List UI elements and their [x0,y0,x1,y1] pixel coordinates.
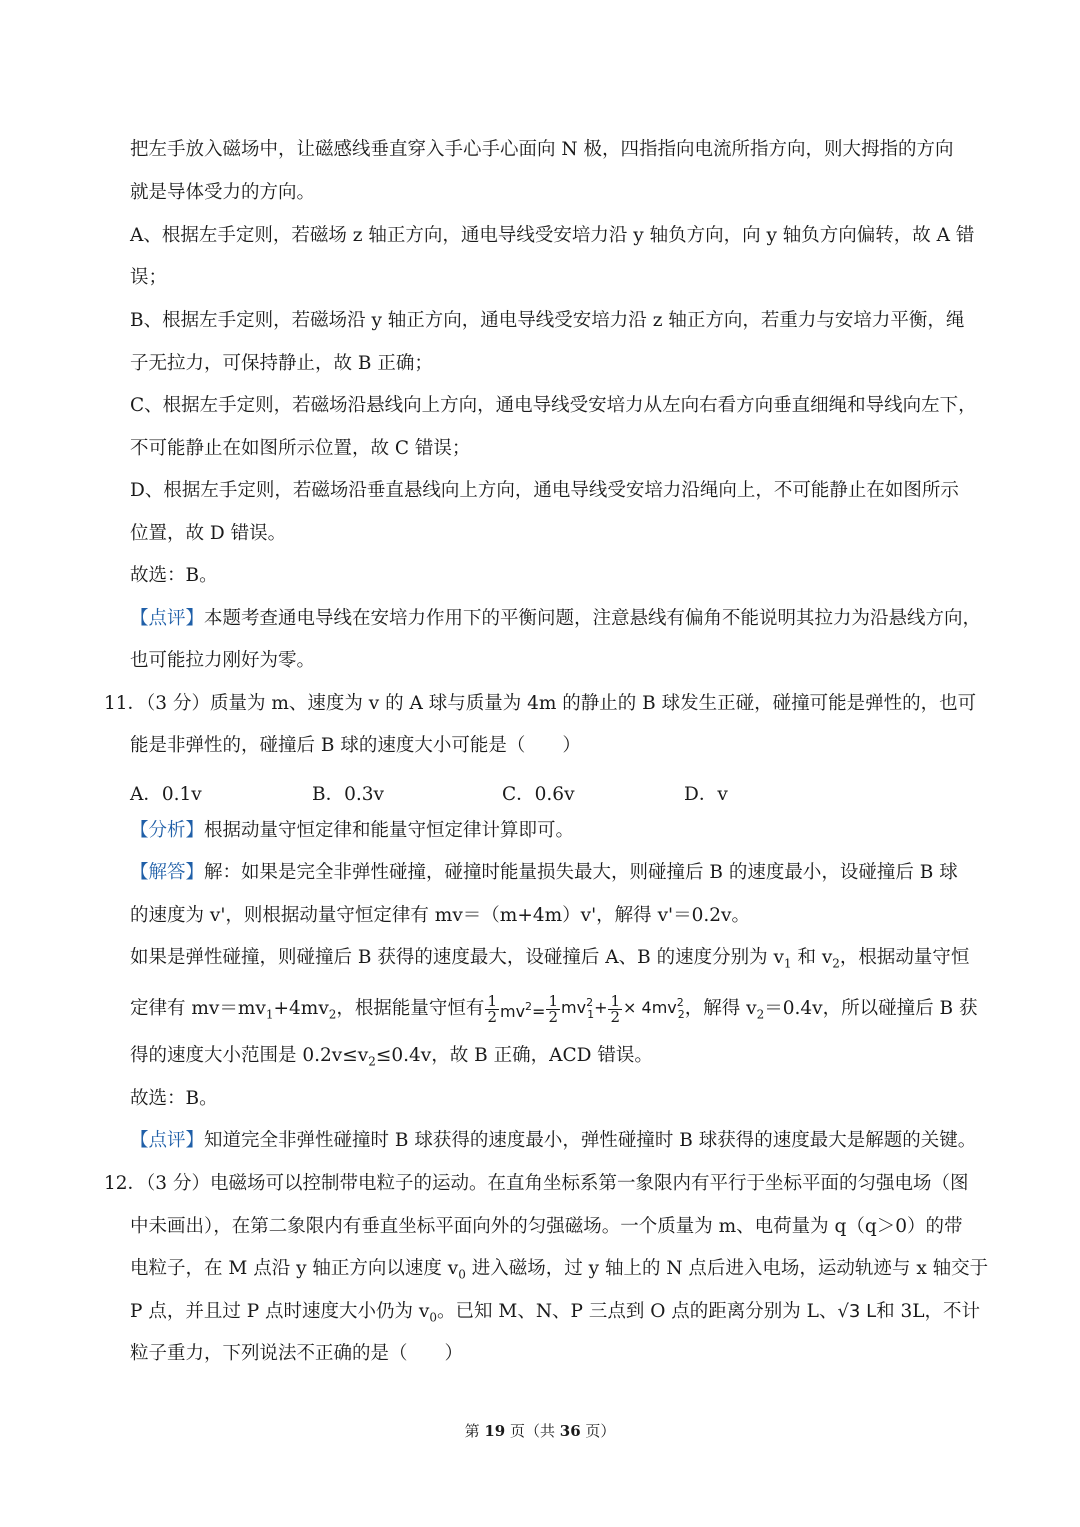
solution-line [130,864,990,883]
comment-text: 本题考查通电导线在安培力作用下的平衡问题，注意悬线有偏角不能说明其拉力为沿悬线方向， [204,608,982,629]
page-number: 19 [484,1422,506,1440]
option-b: B．0.3v [312,784,384,805]
text-line: 的速度为 v'，则根据动量守恒定律有 mv＝（m+4m）v'，解得 v'＝0.2v。 [130,905,750,926]
text-line: C、根据左手定则，若磁场沿悬线向上方向，通电导线受安培力从左向右看方向垂直细绳和导线向左下， [130,395,977,416]
analysis-text: 根据动量守恒定律和能量守恒定律计算即可。 [204,820,575,841]
comment-tag: 【点评】 [130,608,205,629]
option-c: C．0.6v [502,784,575,805]
question-11-line: 能是非弹性的，碰撞后 B 球的速度大小可能是（ ） [130,735,581,756]
comment-tag: 【点评】 [130,1130,205,1151]
solution-tag: 【解答】 [130,862,205,883]
text-line: 误； [130,267,168,288]
question-12-line: P 点，并且过 P 点时速度大小仍为 $v_0$。已知 M、N、P 三点到 O 点的距离分别为 L、√3 L和 3L，不计 [130,1301,981,1325]
text-line: 也可能拉力刚好为零。 [130,650,316,671]
question-11-line: 11．（3 分）质量为 m、速度为 v 的 A 球与质量为 4m 的静止的 B 球发生正碰，碰撞可能是弹性的，也可 [104,693,977,714]
question-12-line: 电粒子，在 M 点沿 y 轴正方向以速度 $v_0$ 进入磁场，过 y 轴上的 N 点后进入电场，运动轨迹与 x 轴交于 [130,1258,989,1282]
text-line: 故选：B。 [130,565,218,586]
equation-term: $mv^2=$ [499,999,546,1021]
equation-term: × $4mv^2_2$ [623,996,685,1021]
comment-line [130,610,990,629]
analysis-tag: 【分析】 [130,820,205,841]
text-line: 子无拉力，可保持静止，故 B 正确； [130,353,433,374]
solution-text: 解：如果是完全非弹性碰撞，碰撞时能量损失最大，则碰撞后 B 的速度最小，设碰撞后 B 球 [204,862,958,883]
question-12-line: 中未画出），在第二象限内有垂直坐标平面向外的匀强磁场。一个质量为 m、电荷量为 q（q＞0）的带 [130,1216,963,1237]
text-line: 不可能静止在如图所示位置，故 C 错误； [130,438,471,459]
question-12-line: 粒子重力，下列说法不正确的是（ ） [130,1343,464,1364]
sqrt3-expression: √3 L [837,1301,877,1322]
total-pages: 36 [559,1422,581,1440]
text-line: 把左手放入磁场中，让磁感线垂直穿入手心手心面向 N 极，四指指向电流所指方向，则大拇指的方向 [130,139,954,160]
fraction: $\frac{1}{2}$ [548,991,558,1026]
fraction: $\frac{1}{2}$ [610,991,621,1026]
text-line: 位置，故 D 错误。 [130,523,287,544]
question-12-line: 12．（3 分）电磁场可以控制带电粒子的运动。在直角坐标系第一象限内有平行于坐标平面的匀强电场（图 [104,1173,969,1194]
text-line: 故选：B。 [130,1088,218,1109]
equation-term: $mv^2_1+$ [561,996,608,1021]
analysis-line [130,822,990,841]
option-d: D．v [684,784,728,805]
text-line: 得的速度大小范围是 $0.2v\le v_2\le 0.4v$，故 B 正确，ACD 错误。 [130,1045,653,1069]
text-line-with-equation: 定律有 $mv=mv_1+4mv_2$，根据能量守恒有 $\frac{1}{2}$ $mv^2=$ $\frac{1}{2}$ $mv^2_1+$ $\frac{1}{2}$ × $4mv^2_2$，解得 $v_2=0.4v$，所以碰撞后 B 获 [130,988,990,1030]
page-footer: 第 19 页（共 36 页） [464,1422,616,1440]
text-line: 如果是弹性碰撞，则碰撞后 B 获得的速度最大，设碰撞后 A、B 的速度分别为 $v_1$ 和 $v_2$，根据动量守恒 [130,947,970,971]
comment-text: 知道完全非弹性碰撞时 B 球获得的速度最小，弹性碰撞时 B 球获得的速度最大是解题的关键。 [204,1130,977,1151]
comment-line [130,1132,990,1151]
text-line: A、根据左手定则，若磁场 z 轴正方向，通电导线受安培力沿 y 轴负方向，向 y 轴负方向偏转，故 A 错 [130,225,975,246]
text-line: 就是导体受力的方向。 [130,182,316,203]
text-line: D、根据左手定则，若磁场沿垂直悬线向上方向，通电导线受安培力沿绳向上，不可能静止在如图所示 [130,480,959,501]
text-line: B、根据左手定则，若磁场沿 y 轴正方向，通电导线受安培力沿 z 轴正方向，若重力与安培力平衡，绳 [130,310,965,331]
fraction: $\frac{1}{2}$ [487,991,497,1026]
option-a: A．0.1v [130,784,202,805]
